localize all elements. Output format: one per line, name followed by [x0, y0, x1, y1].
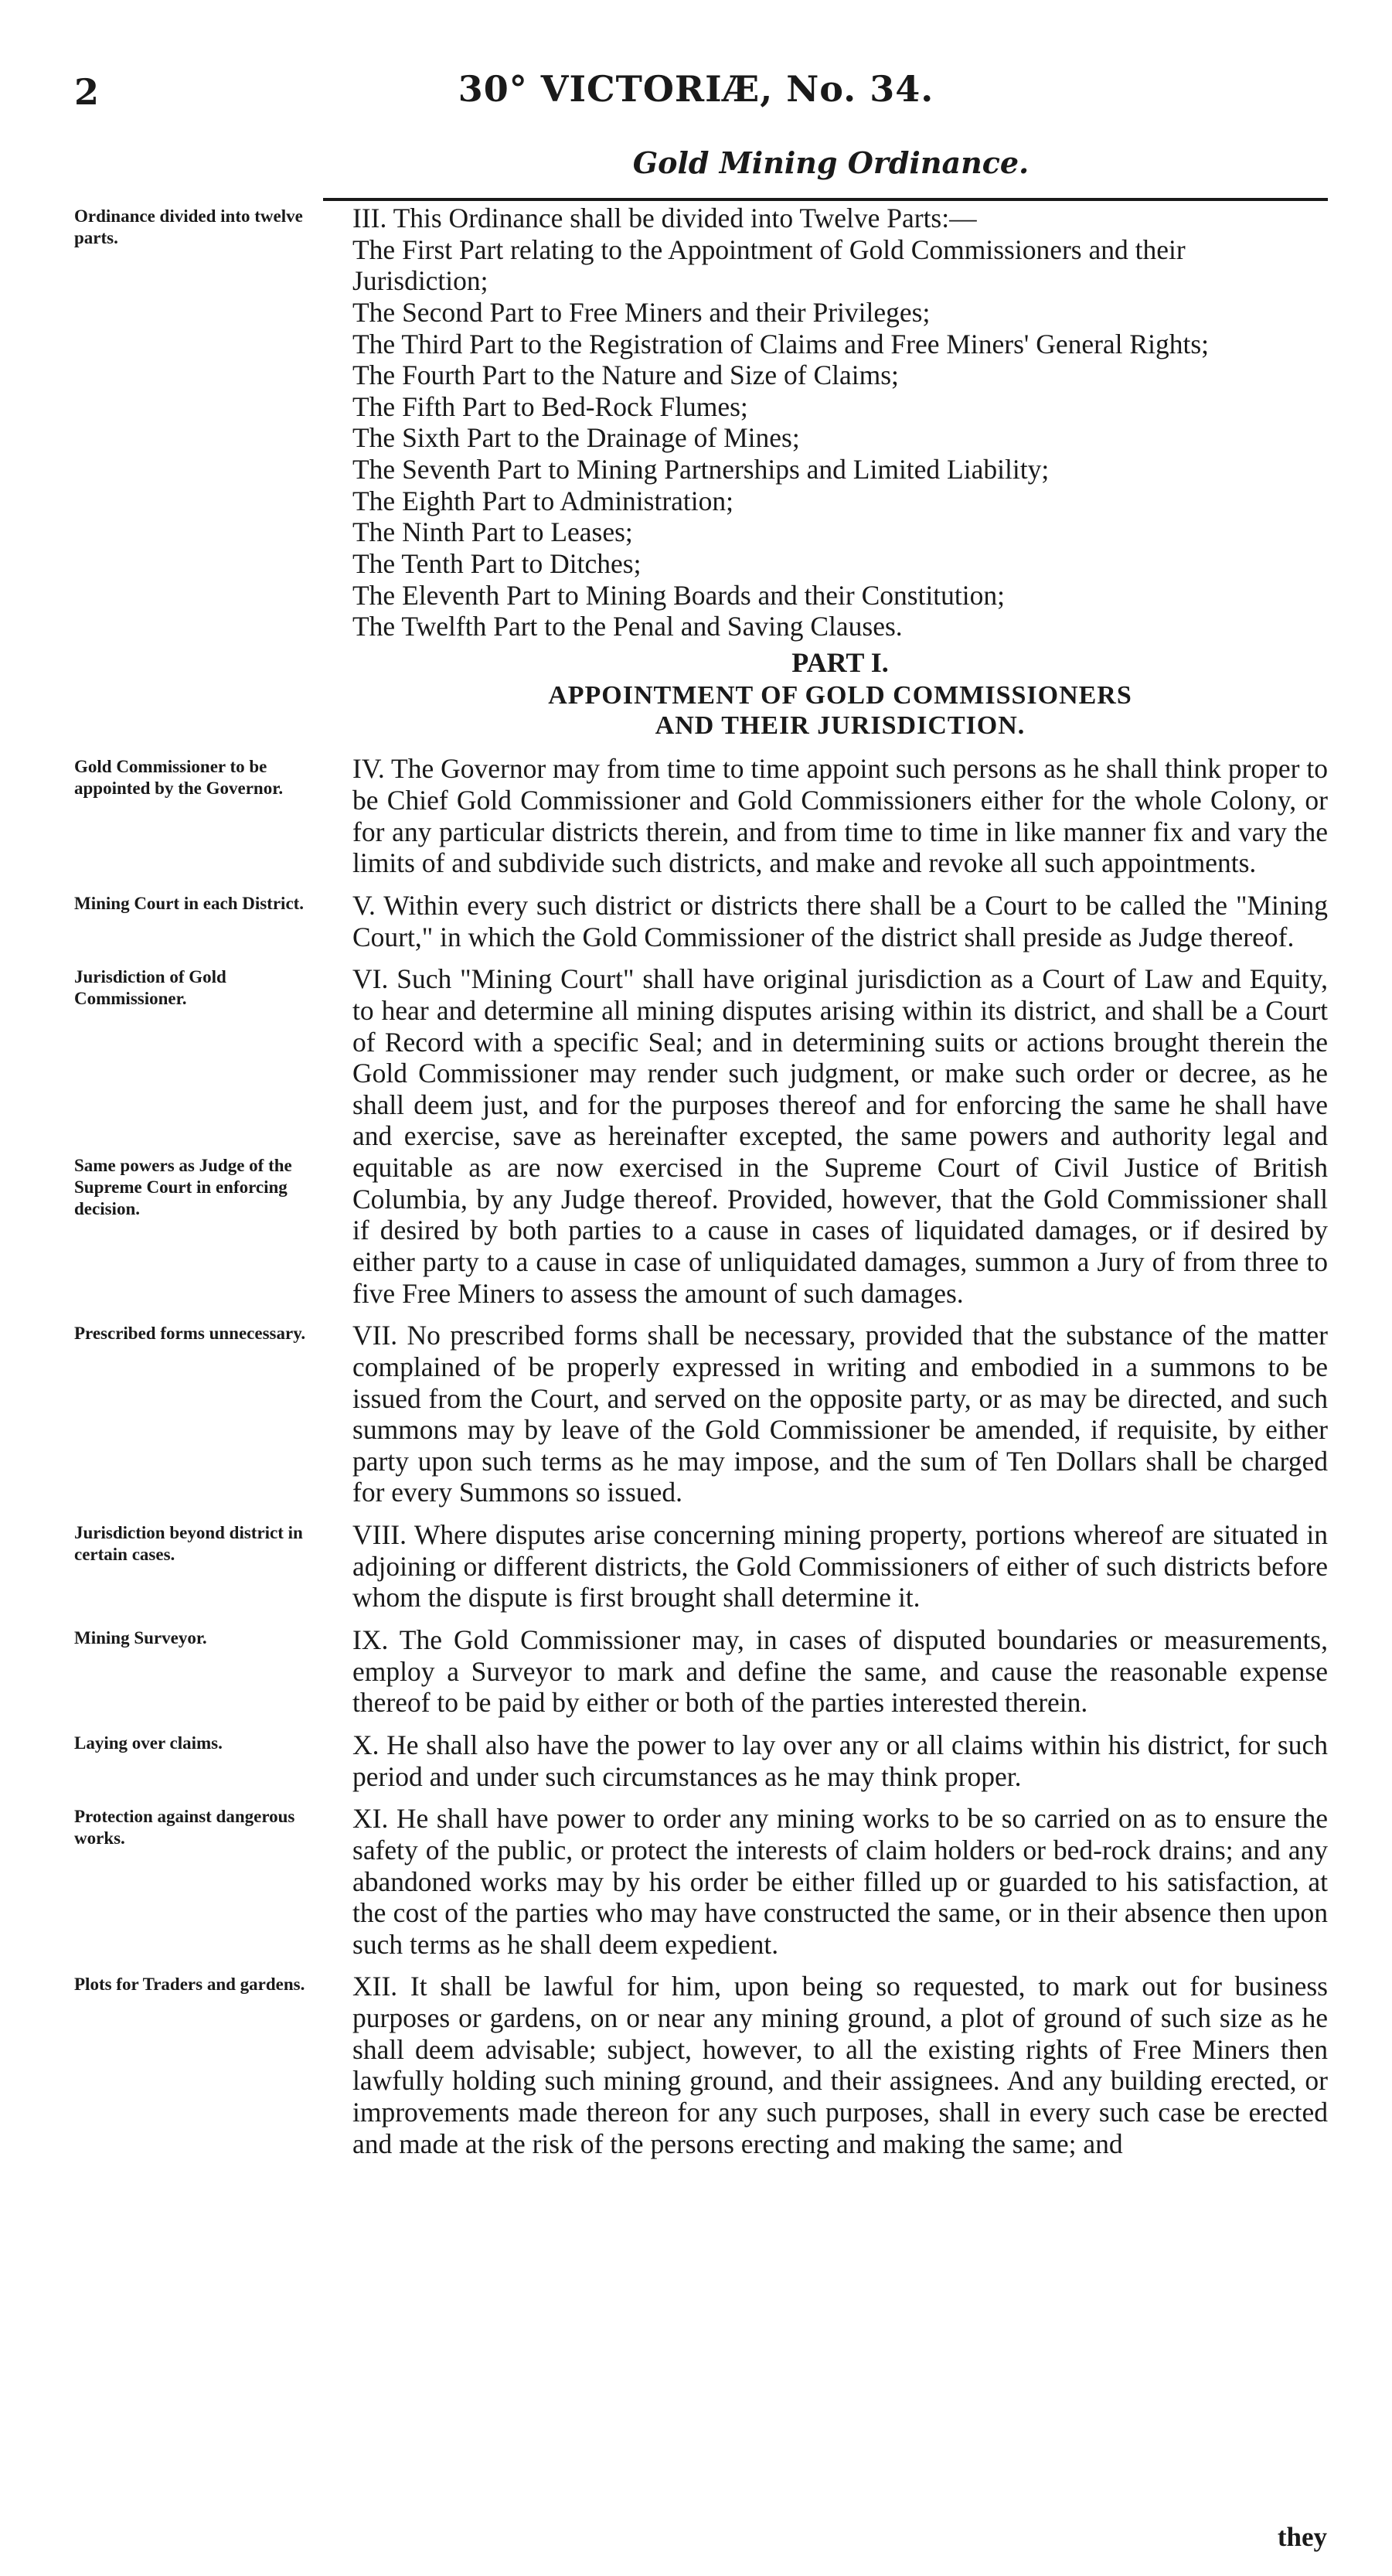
section-text: IX. The Gold Commissioner may, in cases of disputed boundaries or measurements, employ a Surveyor to mark and define the same, and cause the reasonable expense thereof to be paid by either or both of the parties interested therein.: [352, 1624, 1328, 1719]
parts-list: [352, 203, 1328, 642]
margin-note: Plots for Traders and gardens.: [74, 1975, 305, 1995]
list-item: The Fifth Part to Bed-Rock Flumes;: [352, 390, 748, 422]
list-item: The Sixth Part to the Drainage of Mines;: [352, 422, 800, 454]
list-item: The Second Part to Free Miners and their Privileges;: [352, 296, 931, 328]
section-10: [74, 1729, 1328, 1792]
margin-note: Same powers as Judge of the Supreme Court in enforcing decision.: [74, 1156, 292, 1219]
margin-note: Gold Commissioner to be appointed by the Governor.: [74, 757, 284, 799]
ordinance-subtitle: Gold Mining Ordinance.: [632, 145, 1030, 180]
margin-note: Jurisdiction beyond district in certain cases.: [74, 1523, 303, 1565]
list-item: The Eleventh Part to Mining Boards and their Constitution;: [352, 579, 1006, 611]
part-subheading: [352, 680, 1328, 741]
section-8: [74, 1519, 1328, 1613]
margin-note: Laying over claims.: [74, 1733, 223, 1753]
section-3: [74, 203, 1328, 642]
list-item: The Third Part to the Registration of Claims and Free Miners' General Rights;: [352, 328, 1210, 359]
list-item: The Tenth Part to Ditches;: [352, 548, 642, 580]
margin-note: Mining Court in each District.: [74, 893, 305, 913]
list-item: The Ninth Part to Leases;: [352, 516, 633, 548]
section-7: [74, 1320, 1328, 1508]
section-text: V. Within every such district or districts there shall be a Court to be called the "Mining Court," in which the Gold Commissioner of the district shall preside as Judge thereof.: [352, 889, 1328, 952]
section-4: [74, 753, 1328, 879]
header-rule: [323, 198, 1328, 201]
margin-note: Mining Surveyor.: [74, 1628, 207, 1648]
section-11: [74, 1803, 1328, 1960]
list-item: The Seventh Part to Mining Partnerships and Limited Liability;: [352, 454, 1050, 486]
section-text: X. He shall also have the power to lay over any or all claims within his district, for such period and under such circumstances as he may think proper.: [352, 1729, 1328, 1792]
section-text: IV. The Governor may from time to time appoint such persons as he shall think proper to be Chief Gold Commissioner and Gold Commissioners either for the whole Colony, or for any particular districts therein, and from time to time in like manner fix and vary the limits of and subdivide such districts, and make and revoke all such appointments.: [352, 753, 1328, 879]
section-12: [74, 1971, 1328, 2159]
section-5: [74, 889, 1328, 952]
section-text: VII. No prescribed forms shall be necessary, provided that the substance of the matter complained of be properly expressed in writing and embodied in a summons to be issued from the Court, and served on the opposite party, or as may be directed, and such summons may by leave of the Gold Commissioner be amended, if requisite, by either party upon such terms as he may impose, and the sum of Ten Dollars shall be charged for every Summons so issued.: [352, 1320, 1328, 1508]
page-number: 2: [74, 71, 100, 113]
list-item: The First Part relating to the Appointment of Gold Commissioners and their Jurisdiction;: [352, 233, 1186, 297]
running-title: 30° VICTORIÆ, No. 34.: [458, 68, 934, 110]
part-heading: PART I.: [791, 646, 889, 678]
margin-note: Jurisdiction of Gold Commissioner.: [74, 967, 226, 1009]
list-item: The Twelfth Part to the Penal and Saving Clauses.: [352, 611, 903, 642]
ordinance-body: [74, 203, 1328, 2170]
section-6: [74, 963, 1328, 1309]
section-text: VI. Such "Mining Court" shall have original jurisdiction as a Court of Law and Equity, to hear and determine all mining disputes arising within its district, and shall be a Court of Record with a specific Seal; and in determining suits or actions brought therein the Gold Commissioner may render such judgment, or make such order or decree, as he shall deem just, and for the purposes thereof and for enforcing the same he shall have and exercise, save as hereinafter excepted, the same powers and authority legal and equitable as are now exercised in the Supreme Court of Civil Justice of British Columbia, by any Judge thereof. Provided, however, that the Gold Commissioner shall if desired by both parties to a cause in cases of liquidated damages, or if desired by either party to a cause in case of unliquidated damages, summon a Jury of from three to five Free Miners to assess the amount of such damages.: [352, 963, 1328, 1309]
section-intro: III. This Ordinance shall be divided into Twelve Parts:—: [352, 203, 977, 233]
part-subheading-line: AND THEIR JURISDICTION.: [655, 711, 1026, 741]
part-subheading-line: APPOINTMENT OF GOLD COMMISSIONERS: [548, 681, 1132, 710]
section-text: VIII. Where disputes arise concerning mining property, portions whereof are situated in adjoining or different districts, the Gold Commissioners of either of such districts before whom the dispute is first brought shall determine it.: [352, 1519, 1328, 1613]
margin-note: Prescribed forms unnecessary.: [74, 1324, 306, 1344]
margin-note: Ordinance divided into twelve parts.: [74, 206, 303, 248]
section-text: XI. He shall have power to order any mining works to be so carried on as to ensure the safety of the public, or protect the interests of claim holders or bed-rock drains; and any abandoned works may by his order be either filled up or guarded to his satisfaction, at the cost of the parties who may have constructed the same, or in their absence then upon such terms as he shall deem expedient.: [352, 1803, 1328, 1960]
list-item: The Fourth Part to the Nature and Size of Claims;: [352, 359, 899, 391]
margin-note: Protection against dangerous works.: [74, 1807, 295, 1849]
catchword: they: [1277, 2522, 1327, 2552]
section-text: XII. It shall be lawful for him, upon being so requested, to mark out for business purposes or gardens, on or near any mining ground, a plot of ground of such size as he shall deem advisable; subject, however, to all the existing rights of Free Miners then lawfully holding such mining ground, and their assignees. And any building erected, or improvements made thereon for any such purposes, shall in every such case be erected and made at the risk of the persons erecting and making the same; and: [352, 1971, 1328, 2159]
list-item: The Eighth Part to Administration;: [352, 485, 734, 516]
section-9: [74, 1624, 1328, 1719]
